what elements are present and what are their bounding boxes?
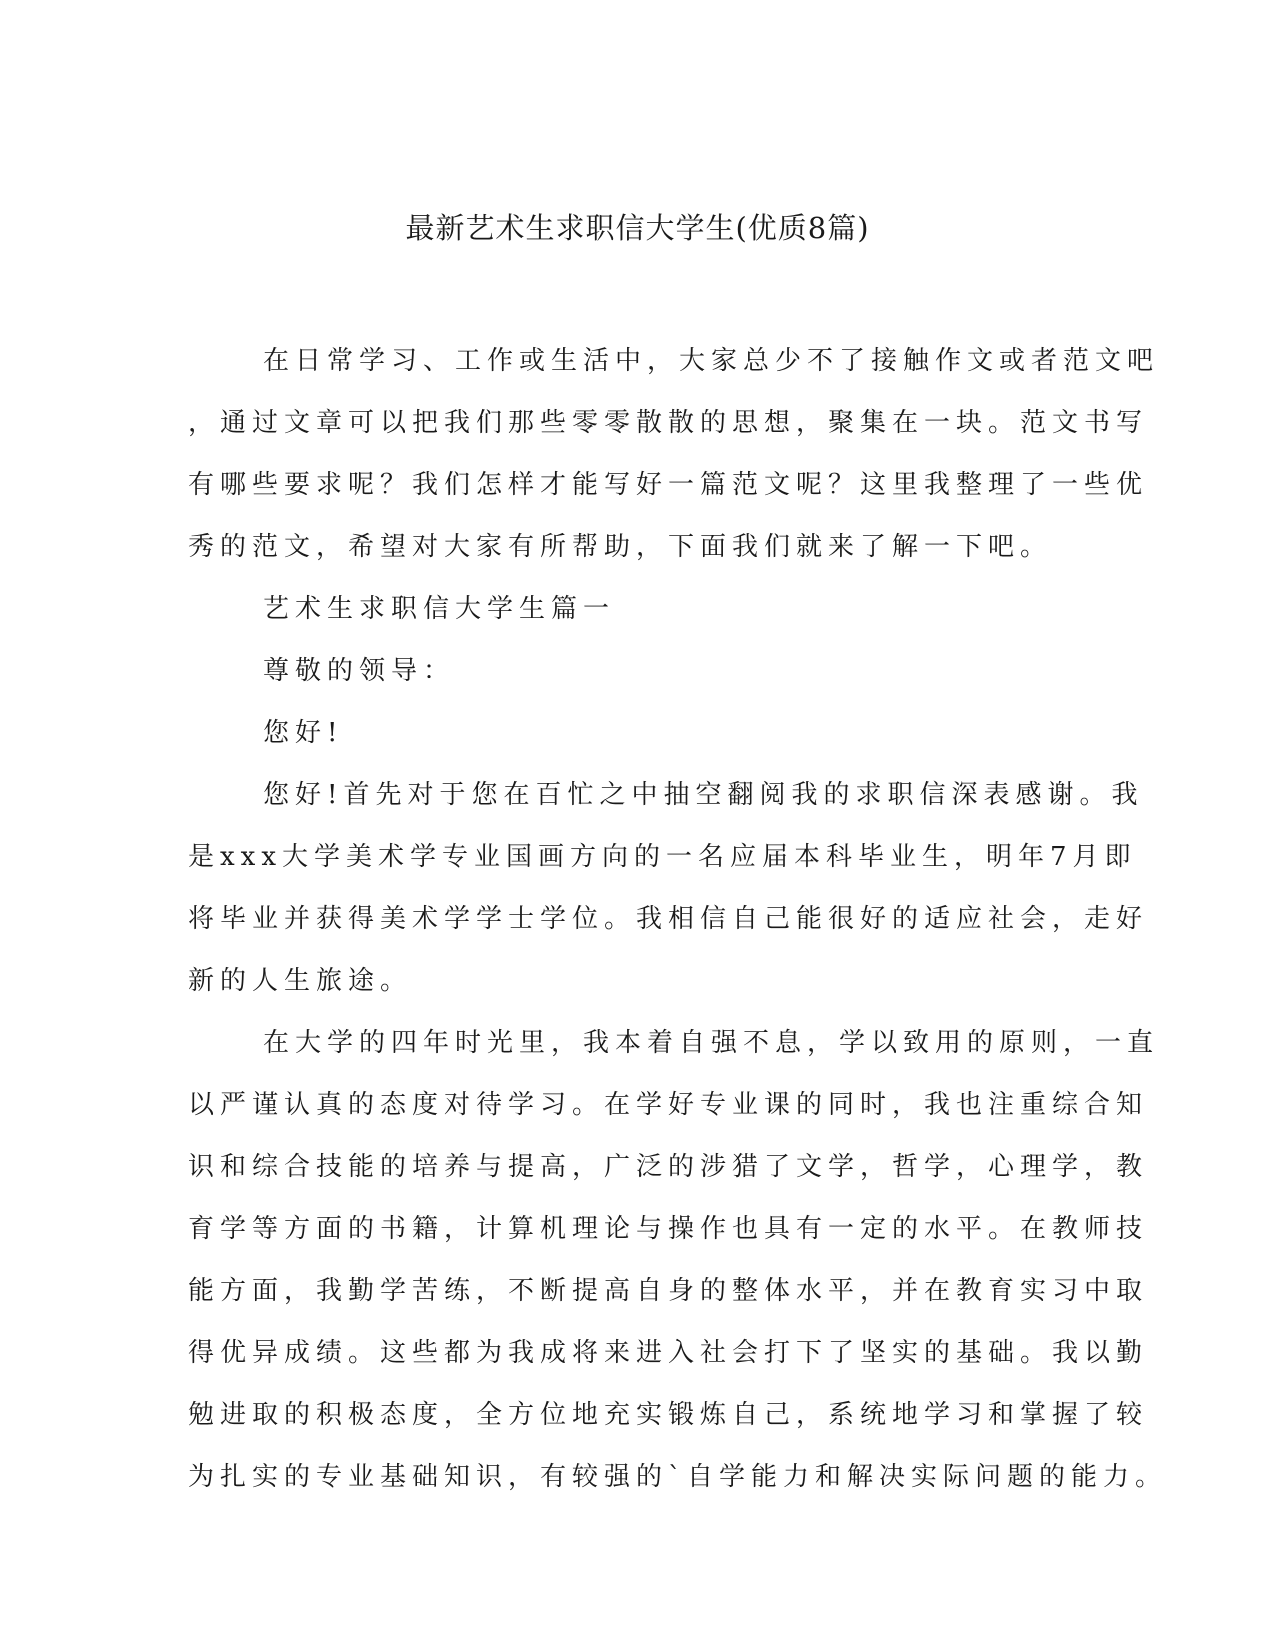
paragraph-university-years (188, 1012, 1168, 1508)
text-line: 尊敬的领导： (263, 656, 456, 686)
text-line: ，通过文章可以把我们那些零零散散的思想，聚集在一块。范文书写 (188, 408, 1149, 438)
text-line: 能方面，我勤学苦练，不断提高自身的整体水平，并在教育实习中取 (188, 1276, 1149, 1306)
text-line: 在日常学习、工作或生活中，大家总少不了接触作文或者范文吧 (263, 346, 1160, 376)
section-heading (188, 578, 1083, 640)
text-line: 是xxx大学美术学专业国画方向的一名应届本科毕业生，明年7月即 (188, 842, 1137, 872)
text-line: 勉进取的积极态度，全方位地充实锻炼自己，系统地学习和掌握了较 (188, 1400, 1149, 1430)
document-title: 最新艺术生求职信大学生(优质8篇) (405, 211, 870, 245)
text-line: 在大学的四年时光里，我本着自强不息，学以致用的原则，一直 (263, 1028, 1160, 1058)
text-line: 新的人生旅途。 (188, 966, 413, 996)
document-body (188, 330, 1168, 1508)
salutation (188, 640, 1083, 702)
text-line: 为扎实的专业基础知识，有较强的`自学能力和解决实际问题的能力。 (188, 1462, 1168, 1492)
text-line: 艺术生求职信大学生篇一 (263, 594, 616, 624)
text-line: 将毕业并获得美术学学士学位。我相信自己能很好的适应社会，走好 (188, 904, 1149, 934)
text-line: 育学等方面的书籍，计算机理论与操作也具有一定的水平。在教师技 (188, 1214, 1149, 1244)
text-line: 您好!首先对于您在百忙之中抽空翻阅我的求职信深表感谢。我 (263, 780, 1144, 810)
paragraph-introduction-self (188, 764, 1149, 1012)
text-line: 得优异成绩。这些都为我成将来进入社会打下了坚实的基础。我以勤 (188, 1338, 1149, 1368)
greeting (188, 702, 1083, 764)
text-line: 您好! (263, 718, 344, 748)
paragraph-intro (188, 330, 1160, 578)
text-line: 有哪些要求呢？我们怎样才能写好一篇范文呢？这里我整理了一些优 (188, 470, 1149, 500)
text-line: 以严谨认真的态度对待学习。在学好专业课的同时，我也注重综合知 (188, 1090, 1149, 1120)
text-line: 识和综合技能的培养与提高，广泛的涉猎了文学，哲学，心理学，教 (188, 1152, 1149, 1182)
text-line: 秀的范文，希望对大家有所帮助，下面我们就来了解一下吧。 (188, 532, 1053, 562)
